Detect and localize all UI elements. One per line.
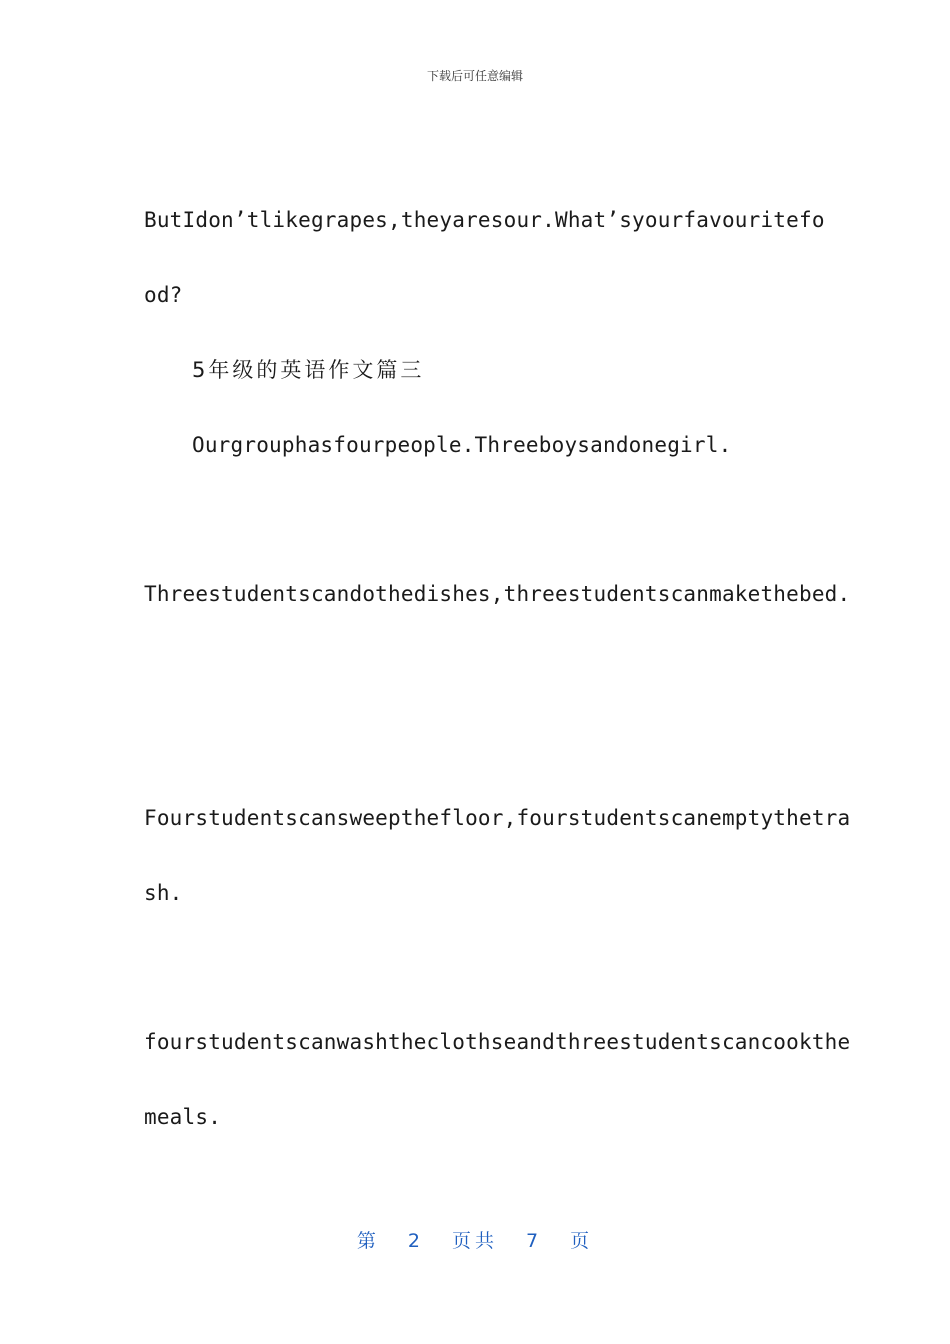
paragraph-line: Threestudentscandothedishes,threestudentscanmakethebed. [144, 582, 851, 606]
page-number-footer: 第 2 页共 7 页 [356, 1230, 594, 1252]
paragraph-line: od? [144, 283, 183, 307]
paragraph-line: Fourstudentscansweepthefloor,fourstudentscanemptythetra [144, 806, 851, 830]
paragraph-line: meals. [144, 1105, 222, 1129]
section-heading: 5年级的英语作文篇三 [192, 358, 425, 382]
paragraph-line: ButIdon’tlikegrapes,theyaresour.What’syourfavouritefo [144, 208, 825, 232]
paragraph-line: fourstudentscanwashtheclothseandthreestudentscancookthe [144, 1030, 851, 1054]
paragraph-line: Ourgrouphasfourpeople.Threeboysandonegirl. [192, 433, 732, 457]
paragraph-line: sh. [144, 881, 183, 905]
page-header: 下载后可任意编辑 [426, 69, 523, 83]
